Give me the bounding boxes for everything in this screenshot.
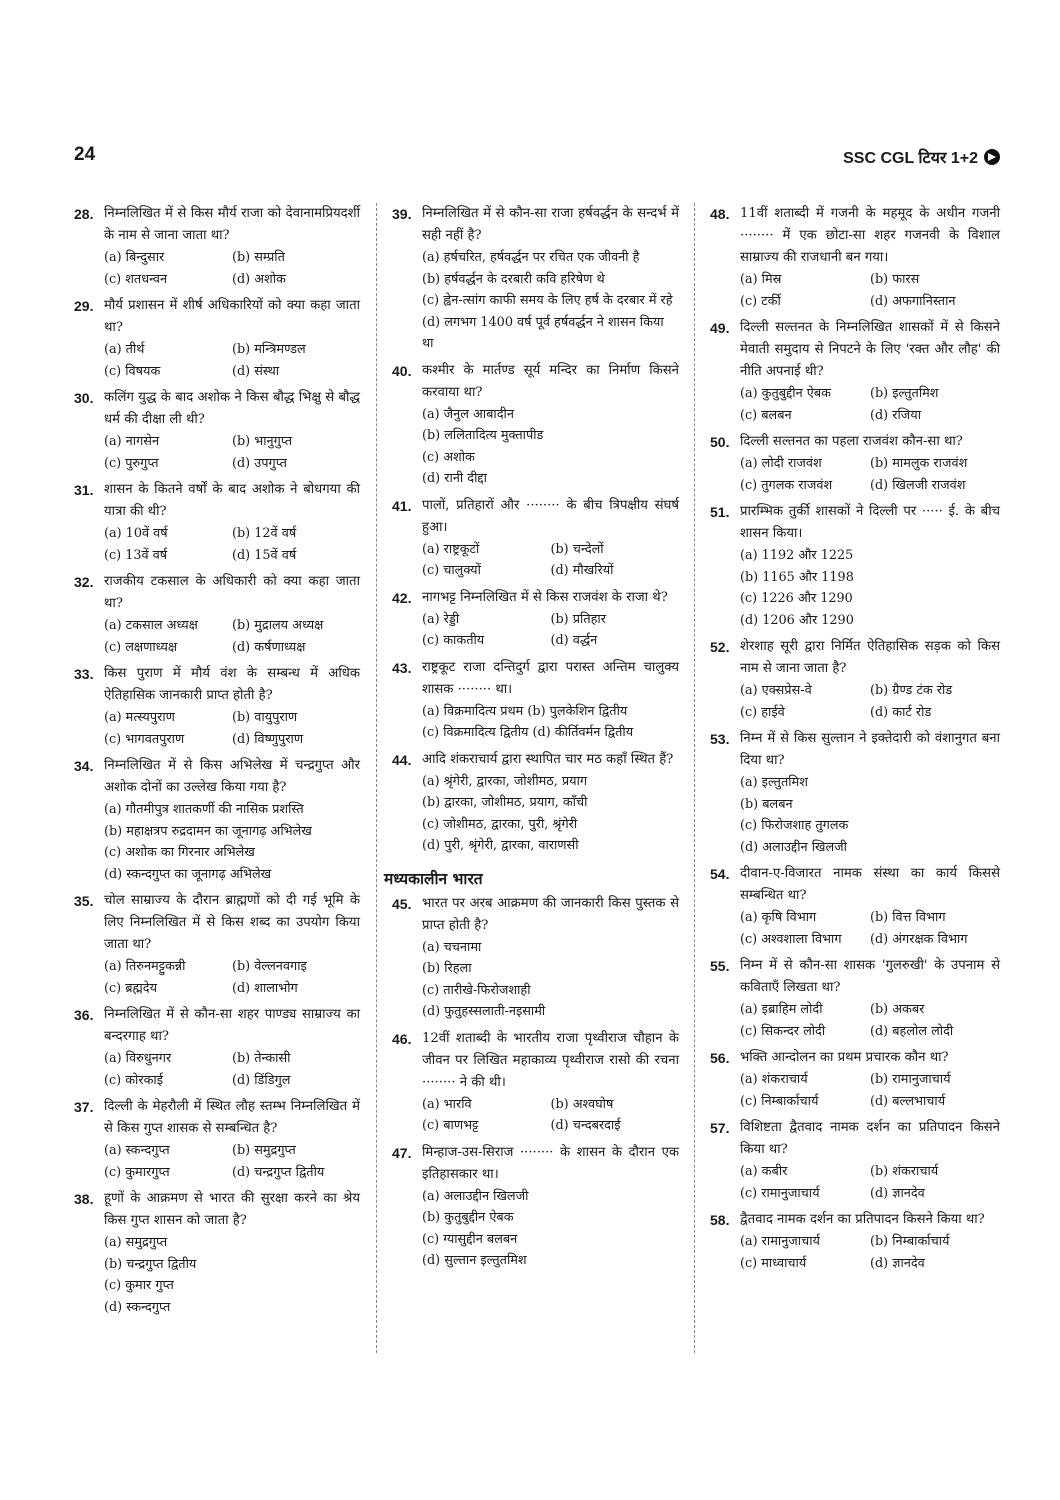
question-text: 12वीं शताब्दी के भारतीय राजा पृथ्वीराज चौहान के जीवन पर लिखित महाकाव्य पृथ्वीराज रासो की रचना ········ ने की थी। [422, 1030, 679, 1090]
question-text: दिल्ली सल्तनत का पहला राजवंश कौन-सा था? [740, 434, 963, 449]
options [104, 431, 360, 474]
option: (a) जैनुल आबादीन [422, 406, 514, 422]
question-text: निम्नलिखित में से किस मौर्य राजा को देवानामप्रियदर्शी के नाम से जाना जाता था? [104, 206, 360, 243]
question-block [74, 663, 360, 750]
question-text: 11वीं शताब्दी में गजनी के महमूद के अधीन गजनी ········ में एक छोटा-सा शहर गजनवी के विशाल साम्राज्य की राजधानी बन गया। [740, 206, 1000, 265]
question-number: 31. [74, 482, 94, 498]
question-text: द्वैतवाद नामक दर्शन का प्रतिपादन किसने किया था? [740, 1212, 985, 1227]
option: (b) भानुगुप्त [232, 434, 293, 449]
option: (a) 1192 और 1225 [740, 548, 854, 563]
option: (c) कोरकाई [104, 1072, 164, 1088]
options [422, 404, 679, 490]
options [422, 1094, 679, 1137]
options [104, 1140, 360, 1183]
option: (a) रामानुजाचार्य [740, 1234, 820, 1249]
option: (a) कुतुबुद्दीन ऐबक [740, 386, 832, 401]
options [422, 937, 679, 1023]
option: (b) इल्तुतमिश [870, 386, 939, 401]
question-number: 32. [74, 574, 94, 590]
question-text: आदि शंकराचार्य द्वारा स्थापित चार मठ कहाँ स्थित हैं? [422, 751, 674, 767]
question-number: 57. [710, 1120, 730, 1136]
column-1 [74, 203, 360, 1323]
option: (a) कृषि विभाग [740, 910, 817, 925]
options [104, 1048, 360, 1091]
option: (d) बहलोल लोदी [870, 1023, 954, 1039]
option: (c) तुगलक राजवंश [740, 477, 833, 493]
option: (a) चचनामा [422, 939, 482, 955]
question-block [710, 863, 1000, 950]
question [74, 755, 360, 799]
option: (d) अंगरक्षक विभाग [870, 931, 968, 947]
option: (b) सम्प्रति [232, 250, 285, 265]
book-title-text: SSC CGL टियर 1+2 [843, 150, 978, 167]
option: (b) चन्द्रगुप्त द्वितीय [104, 1256, 197, 1272]
option: (a) विक्रमादित्य प्रथम (b) पुलकेशिन द्वितीय [422, 703, 628, 719]
question-block [392, 495, 679, 582]
question [392, 1028, 679, 1094]
option: (c) निम्बार्काचार्य [740, 1093, 819, 1109]
option: (b) रामानुजाचार्य [870, 1072, 951, 1087]
option: (b) वायुपुराण [232, 710, 298, 725]
option: (a) टकसाल अध्यक्ष [104, 618, 198, 633]
option: (d) चन्द्रगुप्त द्वितीय [232, 1164, 325, 1180]
option: (c) फिरोजशाह तुगलक [740, 818, 849, 833]
option: (d) डिंडिगुल [232, 1072, 291, 1088]
option: (d) कार्ट रोड [870, 704, 932, 720]
option: (c) विषयक [104, 363, 161, 379]
question [74, 1096, 360, 1140]
question-number: 47. [392, 1144, 412, 1161]
options [740, 907, 1000, 950]
question-block [710, 501, 1000, 631]
option: (d) वर्द्धन [550, 633, 598, 648]
options [422, 539, 679, 582]
options [422, 771, 679, 857]
question [74, 295, 360, 339]
option: (b) तेन्कासी [232, 1051, 291, 1066]
option: (b) मन्त्रिमण्डल [232, 342, 306, 357]
options [104, 523, 360, 566]
question [710, 1047, 1000, 1069]
option: (b) मामलुक राजवंश [870, 456, 968, 471]
option: (d) चन्दबरदाई [550, 1118, 621, 1133]
question-number: 56. [710, 1050, 730, 1066]
question [392, 360, 679, 404]
question-text: नागभट्ट निम्नलिखित में से किस राजवंश के राजा थे? [422, 589, 668, 605]
option: (d) ज्ञानदेव [870, 1185, 925, 1201]
question [710, 501, 1000, 545]
option: (c) माध्वाचार्य [740, 1255, 807, 1271]
question [74, 203, 360, 247]
option: (c) अशोक [422, 449, 475, 465]
option: (a) शंकराचार्य [740, 1072, 808, 1087]
question-text: प्रारम्भिक तुर्की शासकों ने दिल्ली पर ····· ई. के बीच शासन किया। [740, 504, 1000, 541]
options [740, 1231, 1000, 1274]
question [74, 1188, 360, 1232]
question [710, 636, 1000, 680]
column-divider [376, 203, 377, 1353]
question [392, 749, 679, 771]
question-block [74, 1188, 360, 1318]
option: (d) रजिया [870, 407, 922, 423]
option: (c) भागवतपुराण [104, 731, 185, 747]
question-text: शासन के कितने वर्षों के बाद अशोक ने बोधगया की यात्रा की थी? [104, 482, 360, 519]
options [422, 247, 679, 355]
option: (d) स्कन्दगुप्त का जूनागढ़ अभिलेख [104, 866, 272, 882]
option: (b) वेल्लनवगाइ [232, 959, 307, 974]
question-block [710, 1117, 1000, 1204]
question-block [392, 587, 679, 652]
options [104, 247, 360, 290]
question-number: 39. [392, 206, 412, 222]
option: (d) विष्णुपुराण [232, 731, 304, 747]
question-number: 41. [392, 497, 412, 514]
question-text: विशिष्टता द्वैतवाद नामक दर्शन का प्रतिपादन किसने किया था? [740, 1120, 1000, 1157]
option: (c) कुमारगुप्त [104, 1164, 170, 1180]
question-block [74, 890, 360, 999]
options [422, 609, 679, 652]
option: (d) अलाउद्दीन खिलजी [740, 839, 847, 855]
question-block [710, 203, 1000, 312]
option: (c) तारीखे-फिरोजशाही [422, 982, 531, 998]
option: (b) अश्वघोष [550, 1096, 614, 1112]
question-block [710, 1209, 1000, 1274]
option: (a) स्कन्दगुप्त [104, 1143, 170, 1158]
option: (a) नागसेन [104, 434, 160, 449]
option: (c) विक्रमादित्य द्वितीय (d) कीर्तिवर्मन द्वितीय [422, 725, 634, 740]
question-text: निम्नलिखित में से कौन-सा शहर पाण्ड्य साम्राज्य का बन्दरगाह था? [104, 1007, 360, 1044]
option: (b) अकबर [870, 1002, 925, 1017]
question-number: 28. [74, 206, 94, 222]
question-text: किस पुराण में मौर्य वंश के सम्बन्ध में अधिक ऐतिहासिक जानकारी प्राप्त होती है? [104, 666, 360, 703]
question-number: 49. [710, 320, 730, 336]
question-block [710, 317, 1000, 426]
question-text: शेरशाह सूरी द्वारा निर्मित ऐतिहासिक सड़क को किस नाम से जाना जाता है? [740, 639, 1000, 676]
question-number: 51. [710, 504, 730, 520]
option: (b) द्वारका, जोशीमठ, प्रयाग, काँची [422, 795, 588, 810]
question-block [392, 1142, 679, 1272]
question-text: मिन्हाज-उस-सिराज ········ के शासन के दौरान एक इतिहासकार था। [422, 1144, 679, 1182]
option: (a) मिस्र [740, 272, 782, 287]
option: (a) हर्षचरित, हर्षवर्द्धन पर रचित एक जीवनी है [422, 250, 640, 265]
option: (c) लक्षणाध्यक्ष [104, 639, 178, 655]
option: (b) समुद्रगुप्त [232, 1143, 296, 1158]
question-text: हूणों के आक्रमण से भारत की सुरक्षा करने का श्रेय किस गुप्त शासन को जाता है? [104, 1191, 360, 1228]
option: (b) 12वें वर्ष [232, 526, 297, 541]
question-text: कलिंग युद्ध के बाद अशोक ने किस बौद्ध भिक्षु से बौद्ध धर्म की दीक्षा ली थी? [104, 390, 360, 427]
option: (b) रिहला [422, 961, 472, 976]
question-number: 40. [392, 362, 412, 379]
question [710, 431, 1000, 453]
question-block [74, 387, 360, 474]
question [710, 728, 1000, 772]
option: (b) प्रतिहार [550, 611, 606, 627]
option: (a) भारवि [422, 1096, 472, 1112]
question-text: निम्न में से कौन-सा शासक 'गुलरुखी' के उपनाम से कविताएँ लिखता था? [740, 958, 1000, 995]
option: (c) पुरुगुप्त [104, 455, 159, 471]
question-number: 50. [710, 434, 730, 450]
option: (a) 10वें वर्ष [104, 526, 168, 541]
options [104, 956, 360, 999]
options [740, 1069, 1000, 1112]
option: (c) काकतीय [422, 633, 485, 648]
question-text: पालों, प्रतिहारों और ········ के बीच त्रिपक्षीय संघर्ष हुआ। [422, 497, 679, 535]
option: (a) विरुधुनगर [104, 1051, 172, 1066]
option: (d) पुरी, श्रृंगेरी, द्वारका, वाराणसी [422, 838, 579, 853]
question [74, 890, 360, 956]
question-number: 54. [710, 866, 730, 882]
question-number: 53. [710, 731, 730, 747]
section-heading: मध्यकालीन भारत [384, 869, 483, 888]
question-text: दीवान-ए-विजारत नामक संस्था का कार्य किससे सम्बन्धित था? [740, 866, 1000, 903]
column-divider [694, 203, 695, 1353]
question-block [392, 657, 679, 744]
option: (b) मुद्रालय अध्यक्ष [232, 618, 324, 633]
options [740, 1161, 1000, 1204]
question-number: 58. [710, 1212, 730, 1228]
options [740, 453, 1000, 496]
question [392, 657, 679, 701]
option: (d) सुल्तान इल्तुतमिश [422, 1253, 527, 1268]
question-block [392, 749, 679, 857]
option: (d) अफगानिस्तान [870, 293, 956, 309]
question-number: 46. [392, 1030, 412, 1047]
question-number: 36. [74, 1007, 94, 1023]
option: (c) 13वें वर्ष [104, 547, 168, 563]
options [740, 545, 1000, 631]
option: (b) चन्देलों [550, 541, 604, 557]
question-text: निम्नलिखित में से कौन-सा राजा हर्षवर्द्धन के सन्दर्भ में सही नहीं है? [422, 206, 679, 243]
question-block [74, 295, 360, 382]
question-number: 34. [74, 758, 94, 774]
option: (b) ग्रैण्ड टंक रोड [870, 683, 953, 698]
question-block [392, 893, 679, 1023]
options [740, 772, 1000, 858]
option: (b) बलबन [740, 796, 793, 812]
question [74, 1004, 360, 1048]
option: (a) इब्राहिम लोदी [740, 1002, 823, 1017]
option: (b) निम्बार्काचार्य [870, 1234, 950, 1249]
question-text: कश्मीर के मार्तण्ड सूर्य मन्दिर का निर्माण किसने करवाया था? [422, 362, 679, 400]
question-block [74, 203, 360, 290]
option: (a) लोदी राजवंश [740, 456, 822, 471]
option: (d) संस्था [232, 363, 280, 379]
option: (d) रानी दीद्दा [422, 471, 487, 486]
option: (a) तीर्थ [104, 342, 145, 357]
option: (d) 15वें वर्ष [232, 547, 297, 563]
question-text: भारत पर अरब आक्रमण की जानकारी किस पुस्तक से प्राप्त होती है? [422, 895, 679, 933]
question-number: 48. [710, 206, 730, 222]
option: (c) अशोक का गिरनार अभिलेख [104, 845, 255, 860]
option: (c) 1226 और 1290 [740, 591, 853, 606]
question-number: 29. [74, 298, 94, 314]
question-text: चोल साम्राज्य के दौरान ब्राह्मणों को दी गई भूमि के लिए निम्नलिखित में से किस शब्द का उपयोग किया जाता था? [104, 893, 360, 952]
question-number: 42. [392, 589, 412, 606]
option: (b) 1165 और 1198 [740, 569, 854, 585]
options [422, 1186, 679, 1272]
option: (d) कर्षणाध्यक्ष [232, 639, 306, 655]
options [104, 615, 360, 658]
option: (b) शंकराचार्य [870, 1164, 939, 1179]
question-number: 33. [74, 666, 94, 682]
options [740, 680, 1000, 723]
option: (c) रामानुजाचार्य [740, 1185, 820, 1201]
option: (c) सिकन्दर लोदी [740, 1023, 826, 1039]
question-number: 38. [74, 1191, 94, 1207]
option: (c) हाईवे [740, 704, 785, 720]
options [740, 269, 1000, 312]
column-3 [710, 203, 1000, 1279]
option: (a) राष्ट्रकूटों [422, 541, 480, 557]
option: (b) कुतुबुद्दीन ऐबक [422, 1210, 514, 1225]
option: (a) एक्सप्रेस-वे [740, 683, 812, 698]
option: (b) फारस [870, 272, 920, 287]
option: (d) खिलजी राजवंश [870, 477, 966, 493]
question-number: 43. [392, 659, 412, 676]
book-title [843, 146, 1000, 168]
option: (c) कुमार गुप्त [104, 1278, 174, 1293]
option: (c) बाणभट्ट [422, 1118, 479, 1133]
question-block [392, 1028, 679, 1137]
question [74, 571, 360, 615]
arrow-right-icon [984, 149, 1000, 165]
question-number: 52. [710, 639, 730, 655]
question-block [392, 360, 679, 490]
question-block [74, 479, 360, 566]
question-block [710, 955, 1000, 1042]
question-block [392, 203, 679, 355]
option: (c) चालुक्यों [422, 563, 481, 578]
question-text: राजकीय टकसाल के अधिकारी को क्या कहा जाता था? [104, 574, 360, 611]
option: (a) श्रृंगेरी, द्वारका, जोशीमठ, प्रयाग [422, 773, 588, 789]
option: (d) उपगुप्त [232, 455, 287, 471]
question [392, 893, 679, 937]
option: (c) ग्यासुद्दीन बलबन [422, 1231, 518, 1247]
options [104, 799, 360, 885]
option: (a) तिरुनमट्टुकन्नी [104, 959, 186, 974]
question-text: राष्ट्रकूट राजा दन्तिदुर्ग द्वारा परास्त अन्तिम चालुक्य शासक ········ था। [422, 659, 679, 697]
question-text: भक्ति आन्दोलन का प्रथम प्रचारक कौन था? [740, 1050, 949, 1065]
question [74, 663, 360, 707]
option: (d) शालाभोग [232, 980, 298, 996]
options [422, 701, 679, 744]
option: (a) अलाउद्दीन खिलजी [422, 1188, 529, 1204]
question [710, 1209, 1000, 1231]
question-number: 37. [74, 1099, 94, 1115]
option: (c) ह्वेन-त्सांग काफी समय के लिए हर्ष के दरबार में रहे [422, 293, 673, 308]
option: (a) समुद्रगुप्त [104, 1235, 168, 1250]
options [740, 383, 1000, 426]
question-text: दिल्ली के मेहरौली में स्थित लौह स्तम्भ निम्नलिखित में से किस गुप्त शासक से सम्बन्धित है? [104, 1099, 360, 1136]
option: (a) बिन्दुसार [104, 250, 165, 265]
option: (b) हर्षवर्द्धन के दरबारी कवि हरिषेण थे [422, 271, 605, 287]
option: (d) बल्लभाचार्य [870, 1093, 946, 1109]
option: (a) मत्स्यपुराण [104, 710, 175, 725]
option: (d) अशोक [232, 271, 286, 287]
option: (d) ज्ञानदेव [870, 1255, 925, 1271]
option: (c) बलबन [740, 407, 792, 423]
option: (d) स्कन्दगुप्त [104, 1299, 171, 1315]
option: (a) रेड्डी [422, 611, 460, 627]
option: (a) इल्तुतमिश [740, 775, 808, 790]
question-text: मौर्य प्रशासन में शीर्ष अधिकारियों को क्या कहा जाता था? [104, 298, 360, 335]
question [710, 317, 1000, 383]
question [710, 955, 1000, 999]
question-number: 45. [392, 895, 412, 912]
question [74, 479, 360, 523]
option: (d) फुतुहस्सलाती-नइसामी [422, 1004, 546, 1019]
question-text: निम्न में से किस सुल्तान ने इक्तेदारी को वंशानुगत बना दिया था? [740, 731, 1000, 768]
options [104, 339, 360, 382]
question-number: 44. [392, 751, 412, 768]
question-block [74, 1004, 360, 1091]
question-text: निम्नलिखित में से किस अभिलेख में चन्द्रगुप्त और अशोक दोनों का उल्लेख किया गया है? [104, 758, 360, 795]
question-block [74, 571, 360, 658]
question-block [710, 728, 1000, 858]
option: (a) गौतमीपुत्र शातकर्णी की नासिक प्रशस्ति [104, 802, 304, 817]
question [392, 1142, 679, 1186]
question [710, 1117, 1000, 1161]
options [104, 1232, 360, 1318]
option: (c) जोशीमठ, द्वारका, पुरी, श्रृंगेरी [422, 816, 578, 832]
question [392, 495, 679, 539]
question-block [74, 1096, 360, 1183]
option: (c) अश्वशाला विभाग [740, 931, 842, 947]
option: (d) मौखरियों [550, 563, 614, 578]
question-number: 30. [74, 390, 94, 406]
question-number: 55. [710, 958, 730, 974]
question-number: 35. [74, 893, 94, 909]
option: (c) ब्रह्मदेय [104, 980, 157, 996]
question [710, 203, 1000, 269]
option: (b) वित्त विभाग [870, 910, 946, 925]
page-number: 24 [74, 144, 96, 165]
options [740, 999, 1000, 1042]
question [710, 863, 1000, 907]
question-text: दिल्ली सल्तनत के निम्नलिखित शासकों में से किसने मेवाती समुदाय से निपटने के लिए 'रक्त और लौह' की नीति अपनाई थी? [740, 320, 1000, 379]
question [74, 387, 360, 431]
question-block [710, 431, 1000, 496]
option: (d) 1206 और 1290 [740, 612, 854, 628]
question-block [74, 755, 360, 885]
options [104, 707, 360, 750]
option: (a) कबीर [740, 1164, 788, 1179]
option: (d) लगभग 1400 वर्ष पूर्व हर्षवर्द्धन ने शासन किया था [422, 314, 664, 351]
question-block [710, 636, 1000, 723]
option: (c) शतधन्वन [104, 271, 168, 287]
question [392, 587, 679, 609]
option: (b) महाक्षत्रप रुद्रदामन का जूनागढ़ अभिलेख [104, 823, 312, 839]
question-block [710, 1047, 1000, 1112]
option: (c) टर्की [740, 293, 781, 309]
column-2 [384, 203, 679, 1277]
question [392, 203, 679, 247]
option: (b) ललितादित्य मुक्तापीड [422, 428, 544, 443]
